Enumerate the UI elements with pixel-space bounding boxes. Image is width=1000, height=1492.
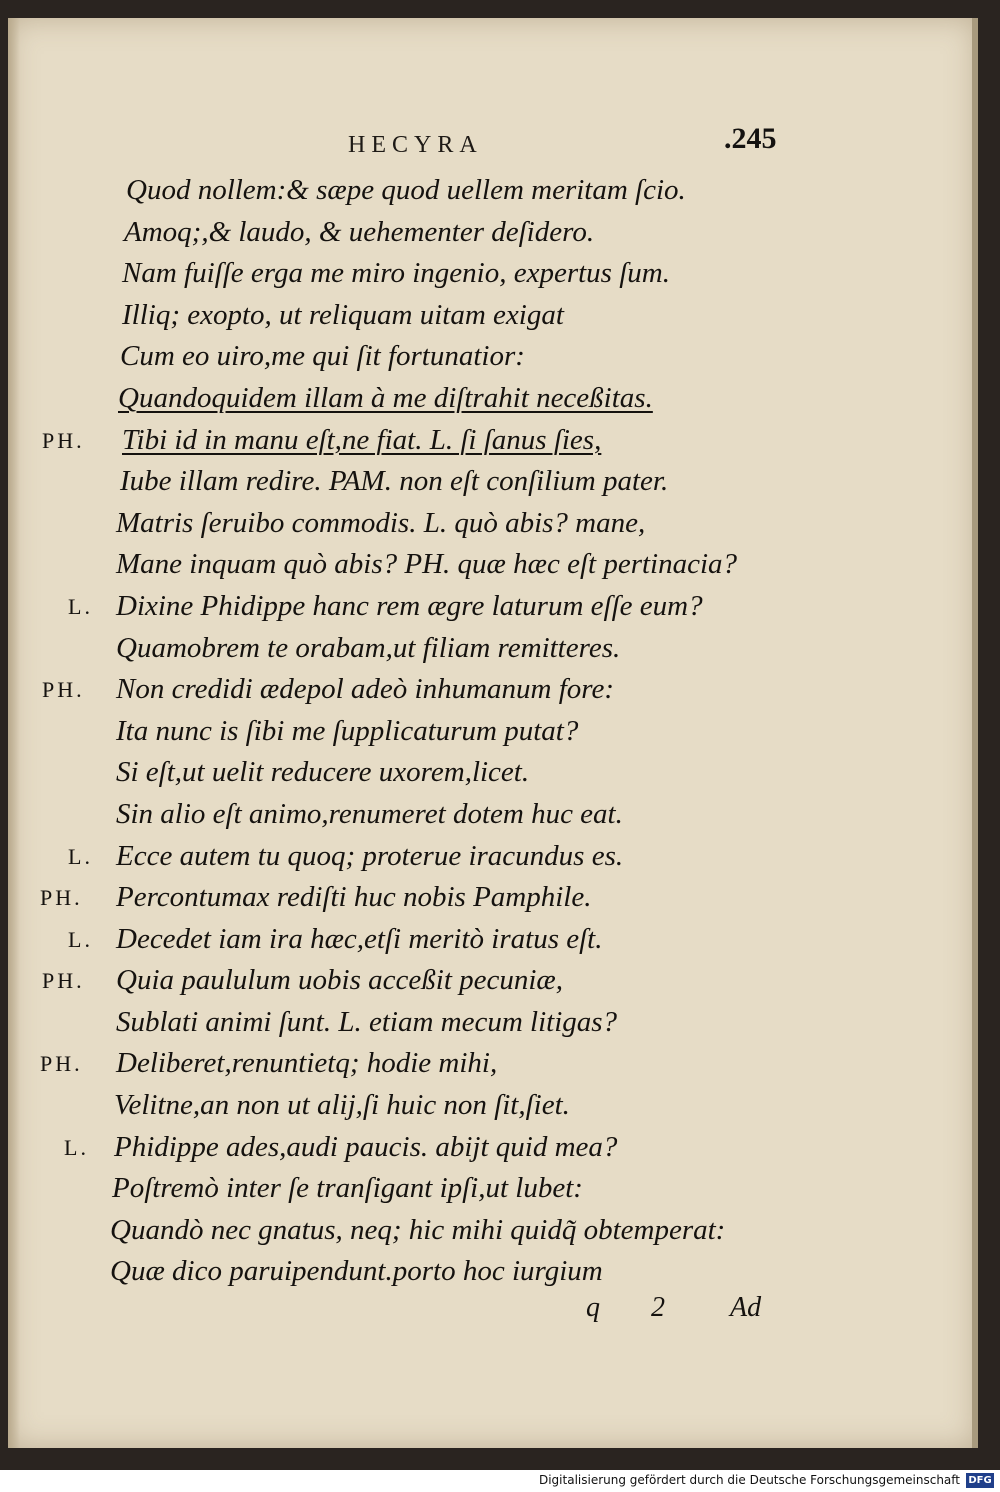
verse-line	[38, 461, 938, 503]
verse-text: Amoq;,& laudo, & uehementer deſidero.	[124, 215, 595, 248]
verse-line	[38, 420, 938, 462]
speaker-label: L.	[68, 843, 93, 869]
verse-line	[38, 669, 938, 711]
page-edge	[972, 18, 978, 1448]
verse-line	[38, 336, 938, 378]
verse-text: Nam fuiſſe erga me miro ingenio, expertus ſum.	[122, 257, 670, 290]
speaker-label: L.	[68, 593, 93, 619]
signature-mark: q 2	[586, 1292, 687, 1323]
verse-line	[38, 1127, 938, 1169]
verse-text: Quæ dico paruipendunt.porto hoc iurgium	[110, 1255, 603, 1288]
verse-text: Illiq; exopto, ut reliquam uitam exigat	[122, 298, 564, 331]
funding-credit: Digitalisierung gefördert durch die Deutsche Forschungsgemeinschaft	[538, 1473, 960, 1487]
dfg-logo-icon: DFG	[966, 1473, 994, 1488]
verse-line	[38, 378, 938, 420]
verse-text-block	[38, 170, 938, 1293]
book-page	[8, 18, 976, 1448]
verse-text: Poſtremò inter ſe tranſigant ipſi,ut lubet:	[112, 1172, 583, 1205]
verse-line	[38, 544, 938, 586]
verse-line	[38, 919, 938, 961]
verse-text: Non credidi ædepol adeò inhumanum fore:	[116, 673, 615, 706]
verse-line	[38, 503, 938, 545]
verse-line	[38, 295, 938, 337]
verse-text: Quandoquidem illam à me diſtrahit neceßitas.	[118, 381, 653, 414]
verse-text: Ita nunc is ſibi me ſupplicaturum putat?	[116, 714, 579, 747]
verse-line	[38, 960, 938, 1002]
verse-line	[38, 1002, 938, 1044]
speaker-label: L.	[68, 926, 93, 952]
verse-text: Ecce autem tu quoq; proterue iracundus es.	[116, 839, 624, 872]
verse-line	[38, 170, 938, 212]
verse-text: Iube illam redire. PAM. non eſt conſilium pater.	[120, 465, 669, 498]
verse-text: Sublati animi ſunt. L. etiam mecum litigas?	[116, 1005, 618, 1038]
page-gutter-shadow	[8, 18, 20, 1448]
verse-text: Matris ſeruibo commodis. L. quò abis? mane,	[116, 506, 646, 539]
speaker-label: PH.	[40, 885, 83, 911]
verse-text: Deliberet,renuntietq; hodie mihi,	[116, 1047, 498, 1080]
verse-line	[38, 253, 938, 295]
verse-text: Sin alio eſt animo,renumeret dotem huc eat.	[116, 797, 623, 830]
verse-line	[38, 1043, 938, 1085]
catchword: Ad	[730, 1292, 762, 1323]
speaker-label: PH.	[42, 677, 85, 703]
speaker-label: L.	[64, 1134, 89, 1160]
verse-text: Quia paululum uobis acceßit pecuniæ,	[116, 964, 564, 997]
verse-text: Decedet iam ira hæc,etſi meritò iratus eſt.	[116, 922, 603, 955]
verse-text: Dixine Phidippe hanc rem ægre laturum eſſe eum?	[116, 589, 703, 622]
verse-line	[38, 794, 938, 836]
credit-bar	[0, 1470, 1000, 1492]
verse-text: Percontumax rediſti huc nobis Pamphile.	[116, 881, 592, 914]
verse-text: Mane inquam quò abis? PH. quæ hæc eſt pertinacia?	[116, 548, 738, 581]
verse-text: Quamobrem te orabam,ut filiam remitteres.	[116, 631, 621, 664]
verse-line	[38, 586, 938, 628]
verse-line	[38, 1251, 938, 1293]
verse-text: Velitne,an non ut alij,ſi huic non ſit,ſiet.	[114, 1089, 570, 1122]
verse-line	[38, 628, 938, 670]
verse-text: Cum eo uiro,me qui ſit fortunatior:	[120, 340, 525, 373]
page-number: .245	[724, 122, 777, 155]
verse-line	[38, 212, 938, 254]
verse-text: Tibi id in manu eſt,ne fiat. L. ſi ſanus ſies,	[122, 423, 602, 456]
speaker-label: PH.	[40, 1051, 83, 1077]
verse-line	[38, 1210, 938, 1252]
page-footer	[8, 1292, 976, 1332]
verse-line	[38, 836, 938, 878]
verse-text: Si eſt,ut uelit reducere uxorem,licet.	[116, 756, 530, 789]
verse-text: Phidippe ades,audi paucis. abijt quid mea?	[114, 1130, 618, 1163]
verse-line	[38, 1168, 938, 1210]
verse-text: Quod nollem:& sæpe quod uellem meritam ſcio.	[126, 174, 686, 206]
verse-line	[38, 1085, 938, 1127]
running-title: HECYRA	[348, 132, 483, 158]
speaker-label: PH.	[42, 427, 85, 453]
verse-line	[38, 877, 938, 919]
verse-line	[38, 752, 938, 794]
speaker-label: PH.	[42, 968, 85, 994]
page-header	[8, 122, 976, 164]
verse-line	[38, 711, 938, 753]
verse-text: Quandò nec gnatus, neq; hic mihi quidq̃ obtemperat:	[110, 1213, 726, 1246]
